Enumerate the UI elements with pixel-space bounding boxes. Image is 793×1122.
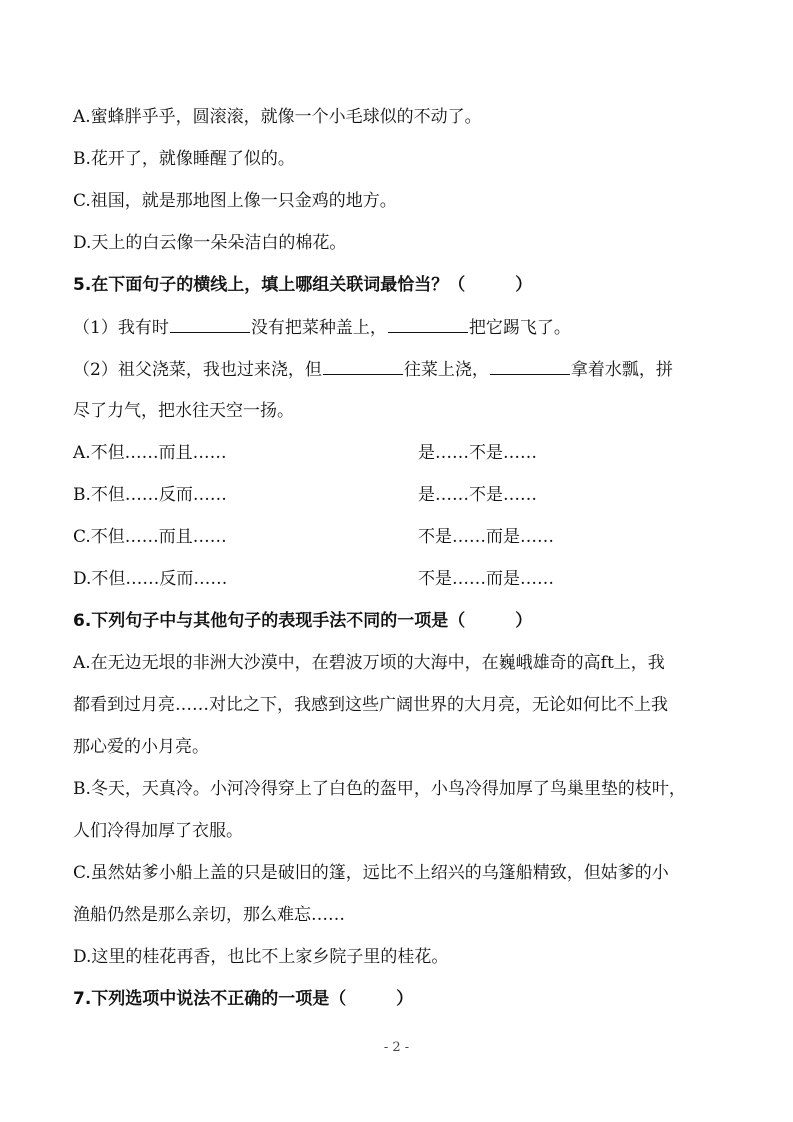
q5-s2-part-c: 拿着水瓢，拼 [570,360,673,380]
q5-option-d-left: D.不但……反而…… [73,569,228,589]
q4-option-d: D.天上的白云像一朵朵洁白的棉花。 [73,233,347,253]
q7-title-text: 7.下列选项中说法不正确的一项是（ [73,989,347,1009]
q6-line-6: C.虽然姑爹小船上盖的只是破旧的篷，远比不上绍兴的乌篷船精致，但姑爹的小 [73,863,669,883]
q5-s2-part-a: （2）祖父浇菜，我也过来浇，但 [73,360,322,380]
q6-line-8: D.这里的桂花再香，也比不上家乡院子里的桂花。 [73,947,449,967]
q6-title-end: ） [515,611,533,631]
q6-line-1: A.在无边无垠的非洲大沙漠中，在碧波万顷的大海中，在巍峨雄奇的高ft上，我 [73,653,665,673]
q6-line-3: 那心爱的小月亮。 [73,737,209,757]
fill-blank [490,359,570,375]
q5-option-d-right: 不是……而是…… [418,569,554,589]
q6-line-4: B.冬天，天真冷。小河冷得穿上了白色的盔甲，小鸟冷得加厚了鸟巢里垫的枝叶， [73,779,686,799]
q5-option-b [73,485,733,505]
q4-option-a: A.蜜蜂胖乎乎，圆滚滚，就像一个小毛球似的不动了。 [73,107,482,127]
q5-option-a-left: A.不但……而且…… [73,443,227,463]
q5-option-b-right: 是……不是…… [418,485,537,505]
q5-s2-part-b: 往菜上浇， [403,360,489,380]
q5-option-c-right: 不是……而是…… [418,527,554,547]
fill-blank [170,317,250,333]
q5-title-end: ） [515,275,533,295]
q6-title [73,611,532,631]
q7-title [73,989,413,1009]
q5-s1-part-b: 没有把菜种盖上， [250,318,387,338]
fill-blank [388,317,468,333]
fill-blank [323,359,403,375]
q7-title-end: ） [396,989,414,1009]
q5-title [73,275,532,295]
q6-line-5: 人们冷得加厚了衣服。 [73,821,243,841]
q5-sentence-1 [73,317,733,338]
q5-option-a [73,443,733,463]
q6-title-text: 6.下列句子中与其他句子的表现手法不同的一项是（ [73,611,466,631]
q5-sentence-2-cont: 尽了力气，把水往天空一扬。 [73,401,294,421]
q5-s1-part-c: 把它踢飞了。 [468,318,571,338]
q5-option-c-left: C.不但……而且…… [73,527,227,547]
q5-sentence-2 [73,359,733,380]
q6-line-7: 渔船仍然是那么亲切，那么难忘…… [73,905,345,925]
q5-option-c [73,527,733,547]
q4-option-c: C.祖国，就是那地图上像一只金鸡的地方。 [73,191,397,211]
q4-option-b: B.花开了，就像睡醒了似的。 [73,149,295,169]
q5-option-b-left: B.不但……反而…… [73,485,227,505]
q5-title-text: 5.在下面句子的横线上，填上哪组关联词最恰当？（ [73,275,466,295]
q5-s1-part-a: （1）我有时 [73,318,169,338]
q6-line-2: 都看到过月亮……对比之下，我感到这些广阔世界的大月亮，无论如何比不上我 [73,695,668,715]
page-number: - 2 - [383,1040,410,1055]
q5-option-a-right: 是……不是…… [418,443,537,463]
q5-option-d [73,569,733,589]
